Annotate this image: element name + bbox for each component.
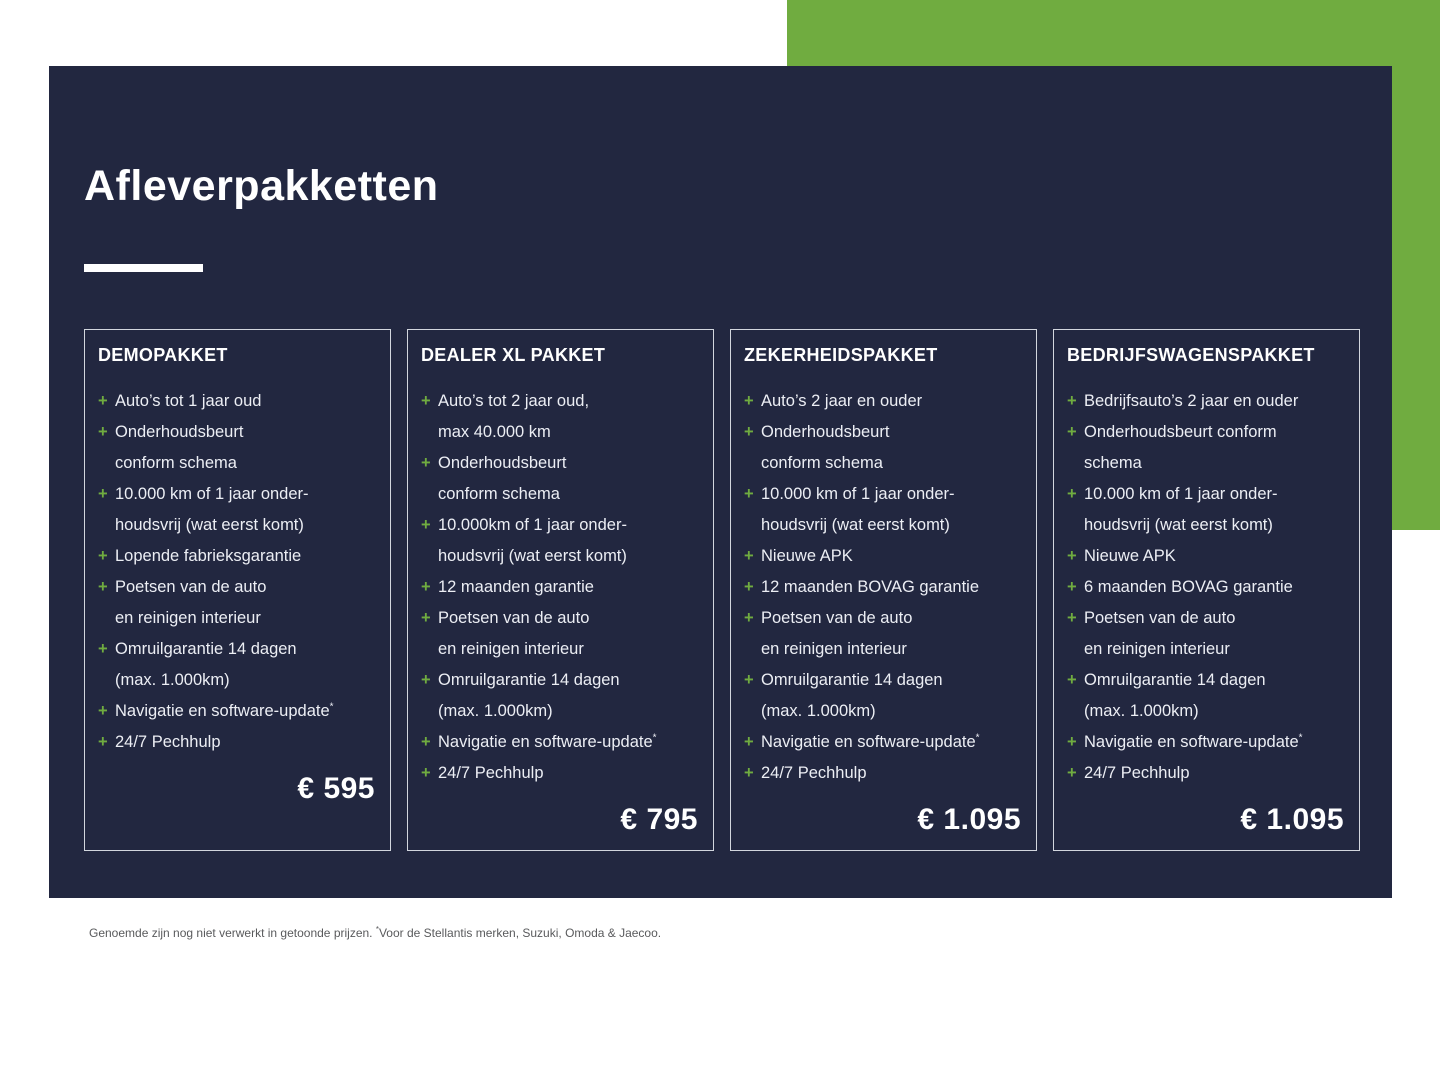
plus-icon: + bbox=[98, 485, 108, 503]
package-price: € 595 bbox=[297, 772, 375, 805]
plus-icon: + bbox=[98, 423, 108, 441]
plus-icon: + bbox=[1067, 423, 1077, 441]
asterisk-superscript: * bbox=[975, 732, 980, 744]
package-item-text: 24/7 Pechhulp bbox=[438, 764, 544, 782]
footnote-text-before: Genoemde zijn nog niet verwerkt in getoonde prijzen. bbox=[89, 926, 376, 940]
package-item-text: Navigatie en software-update* bbox=[1084, 732, 1303, 751]
package-card-title: ZEKERHEIDSPAKKET bbox=[744, 345, 938, 365]
plus-icon: + bbox=[421, 516, 431, 534]
package-item-text: Navigatie en software-update* bbox=[115, 701, 334, 720]
plus-icon: + bbox=[421, 733, 431, 751]
package-item bbox=[1067, 386, 1345, 417]
plus-icon: + bbox=[1067, 578, 1077, 596]
asterisk-superscript: * bbox=[1298, 732, 1303, 744]
package-item bbox=[744, 479, 1022, 541]
package-item bbox=[421, 727, 699, 758]
package-item bbox=[98, 696, 376, 727]
package-item-text: Poetsen van de auto en reinigen interieur bbox=[115, 578, 267, 627]
package-item-text: Nieuwe APK bbox=[1084, 547, 1176, 565]
package-card-title: BEDRIJFSWAGENSPAKKET bbox=[1067, 345, 1315, 365]
package-price: € 795 bbox=[620, 803, 698, 836]
package-item bbox=[421, 758, 699, 789]
package-item bbox=[744, 665, 1022, 727]
package-item bbox=[1067, 758, 1345, 789]
package-item-text: Onderhoudsbeurt conform schema bbox=[115, 423, 244, 472]
package-item bbox=[1067, 727, 1345, 758]
package-item bbox=[421, 448, 699, 510]
package-item-text: Auto’s tot 2 jaar oud, max 40.000 km bbox=[438, 392, 590, 441]
plus-icon: + bbox=[744, 485, 754, 503]
package-item bbox=[744, 417, 1022, 479]
plus-icon: + bbox=[1067, 609, 1077, 627]
footnote bbox=[89, 925, 661, 941]
plus-icon: + bbox=[1067, 485, 1077, 503]
package-item-text: Onderhoudsbeurt conform schema bbox=[1084, 423, 1277, 472]
plus-icon: + bbox=[98, 392, 108, 410]
package-item-text: Omruilgarantie 14 dagen (max. 1.000km) bbox=[115, 640, 297, 689]
package-item-text: 12 maanden BOVAG garantie bbox=[761, 578, 979, 596]
package-item-text: Nieuwe APK bbox=[761, 547, 853, 565]
package-item-text: Onderhoudsbeurt conform schema bbox=[438, 454, 567, 503]
title-underline bbox=[84, 264, 203, 272]
package-item bbox=[744, 727, 1022, 758]
package-card bbox=[1053, 329, 1360, 851]
plus-icon: + bbox=[744, 578, 754, 596]
plus-icon: + bbox=[744, 423, 754, 441]
package-item-text: Poetsen van de auto en reinigen interieur bbox=[438, 609, 590, 658]
plus-icon: + bbox=[744, 671, 754, 689]
plus-icon: + bbox=[1067, 671, 1077, 689]
package-item bbox=[98, 541, 376, 572]
plus-icon: + bbox=[1067, 764, 1077, 782]
package-item-text: Poetsen van de auto en reinigen interieur bbox=[1084, 609, 1236, 658]
package-item-text: 6 maanden BOVAG garantie bbox=[1084, 578, 1293, 596]
package-item bbox=[421, 665, 699, 727]
package-card bbox=[730, 329, 1037, 851]
package-item-text: 10.000 km of 1 jaar onder- houdsvrij (wat eerst komt) bbox=[1084, 485, 1278, 534]
package-card bbox=[407, 329, 714, 851]
package-item bbox=[1067, 603, 1345, 665]
plus-icon: + bbox=[421, 392, 431, 410]
package-item bbox=[98, 417, 376, 479]
plus-icon: + bbox=[744, 733, 754, 751]
package-card-title: DEALER XL PAKKET bbox=[421, 345, 606, 365]
page-title: Afleverpakketten bbox=[84, 162, 439, 210]
plus-icon: + bbox=[744, 609, 754, 627]
package-item bbox=[1067, 417, 1345, 479]
package-item bbox=[421, 603, 699, 665]
package-item bbox=[744, 603, 1022, 665]
package-item-text: 24/7 Pechhulp bbox=[115, 733, 221, 751]
plus-icon: + bbox=[744, 547, 754, 565]
package-item bbox=[744, 572, 1022, 603]
plus-icon: + bbox=[421, 609, 431, 627]
plus-icon: + bbox=[98, 640, 108, 658]
asterisk-superscript: * bbox=[652, 732, 657, 744]
package-price: € 1.095 bbox=[917, 803, 1021, 836]
package-card bbox=[84, 329, 391, 851]
footnote-text-after: Voor de Stellantis merken, Suzuki, Omoda & Jaecoo. bbox=[378, 926, 662, 940]
plus-icon: + bbox=[421, 671, 431, 689]
package-item-text: Navigatie en software-update* bbox=[438, 732, 657, 751]
package-item bbox=[744, 541, 1022, 572]
package-item-text: Omruilgarantie 14 dagen (max. 1.000km) bbox=[438, 671, 620, 720]
package-item-text: Auto’s tot 1 jaar oud bbox=[115, 392, 262, 410]
plus-icon: + bbox=[1067, 733, 1077, 751]
package-item bbox=[744, 386, 1022, 417]
package-item-text: Omruilgarantie 14 dagen (max. 1.000km) bbox=[1084, 671, 1266, 720]
package-item bbox=[421, 510, 699, 572]
package-item-text: 24/7 Pechhulp bbox=[1084, 764, 1190, 782]
plus-icon: + bbox=[98, 702, 108, 720]
package-item-text: Bedrijfsauto’s 2 jaar en ouder bbox=[1084, 392, 1299, 410]
asterisk-superscript: * bbox=[329, 701, 334, 713]
package-cards-row bbox=[84, 329, 1360, 851]
package-item-text: 10.000 km of 1 jaar onder- houdsvrij (wat eerst komt) bbox=[761, 485, 955, 534]
package-item-text: Navigatie en software-update* bbox=[761, 732, 980, 751]
package-item-text: Onderhoudsbeurt conform schema bbox=[761, 423, 890, 472]
plus-icon: + bbox=[421, 578, 431, 596]
package-item bbox=[98, 634, 376, 696]
package-item-text: 10.000km of 1 jaar onder- houdsvrij (wat eerst komt) bbox=[438, 516, 627, 565]
plus-icon: + bbox=[744, 764, 754, 782]
package-item-text: Poetsen van de auto en reinigen interieur bbox=[761, 609, 913, 658]
plus-icon: + bbox=[98, 733, 108, 751]
package-item bbox=[98, 727, 376, 758]
package-card-title: DEMOPAKKET bbox=[98, 345, 228, 365]
plus-icon: + bbox=[1067, 392, 1077, 410]
plus-icon: + bbox=[1067, 547, 1077, 565]
plus-icon: + bbox=[98, 578, 108, 596]
footnote-asterisk: * bbox=[375, 925, 379, 934]
package-item bbox=[98, 479, 376, 541]
package-item-text: 24/7 Pechhulp bbox=[761, 764, 867, 782]
plus-icon: + bbox=[421, 764, 431, 782]
package-item-text: Auto’s 2 jaar en ouder bbox=[761, 392, 923, 410]
package-item bbox=[421, 386, 699, 448]
package-item bbox=[98, 572, 376, 634]
package-item-text: 10.000 km of 1 jaar onder- houdsvrij (wat eerst komt) bbox=[115, 485, 309, 534]
package-item bbox=[1067, 541, 1345, 572]
package-item bbox=[421, 572, 699, 603]
plus-icon: + bbox=[98, 547, 108, 565]
package-item bbox=[1067, 572, 1345, 603]
package-item bbox=[744, 758, 1022, 789]
package-price: € 1.095 bbox=[1240, 803, 1344, 836]
package-item bbox=[1067, 665, 1345, 727]
plus-icon: + bbox=[744, 392, 754, 410]
plus-icon: + bbox=[421, 454, 431, 472]
package-item-text: Omruilgarantie 14 dagen (max. 1.000km) bbox=[761, 671, 943, 720]
package-item bbox=[98, 386, 376, 417]
package-item-text: 12 maanden garantie bbox=[438, 578, 594, 596]
package-item bbox=[1067, 479, 1345, 541]
content-panel bbox=[49, 66, 1392, 898]
package-item-text: Lopende fabrieksgarantie bbox=[115, 547, 302, 565]
